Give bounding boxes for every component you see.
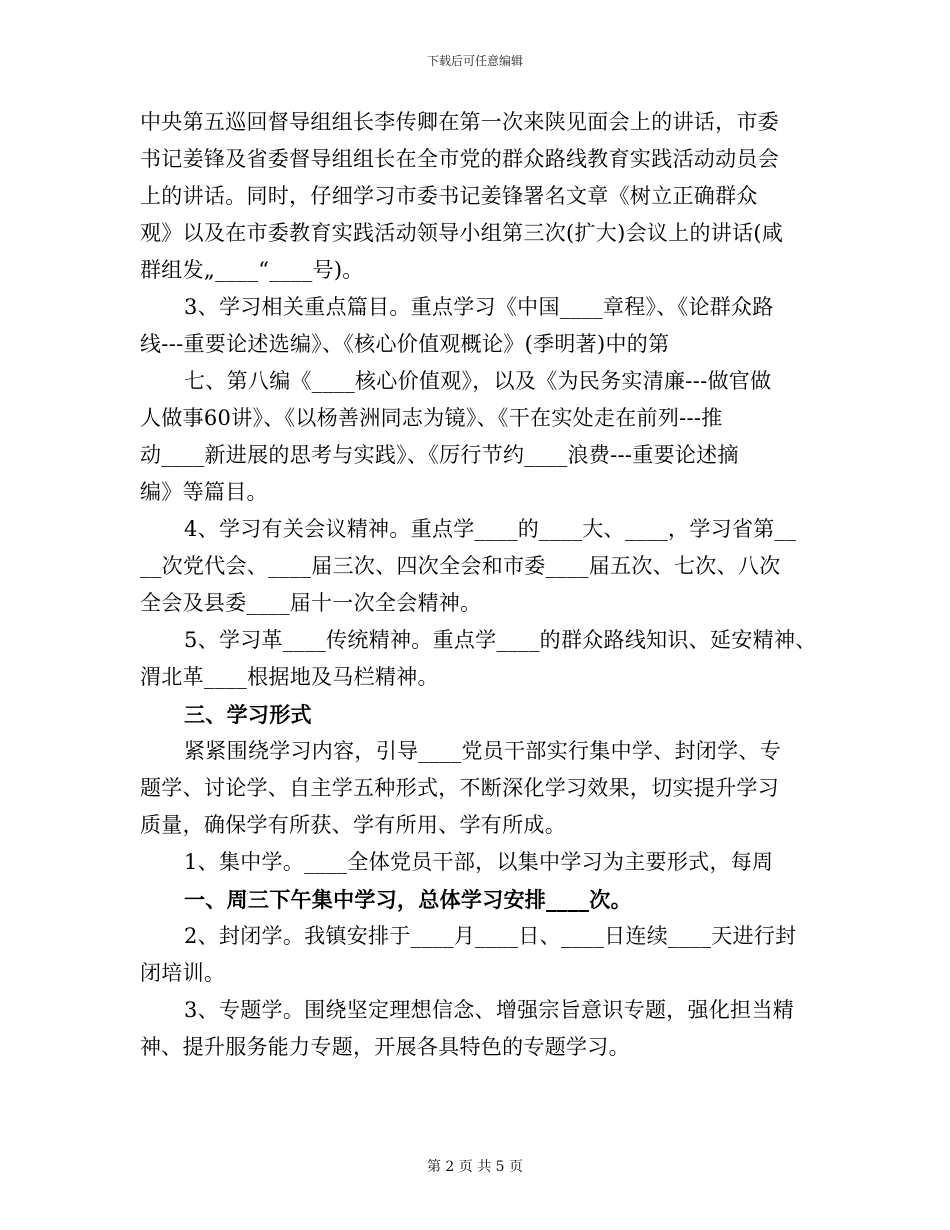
paragraph-line: 神、提升服务能力专题，开展各具特色的专题学习。 bbox=[140, 1035, 630, 1059]
paragraph-line: 闭培训。 bbox=[140, 961, 226, 985]
paragraph-line: 2、封闭学。我镇安排于____月____日、____日连续____天进行封 bbox=[184, 924, 797, 948]
paragraph-line: 紧紧围绕学习内容，引导____党员干部实行集中学、封闭学、专 bbox=[184, 739, 781, 763]
paragraph-line: 质量，确保学有所获、学有所用、学有所成。 bbox=[140, 813, 566, 837]
paragraph-line: 1、集中学。____全体党员干部，以集中学习为主要形式，每周 bbox=[184, 850, 774, 874]
paragraph-line: 编》等篇目。 bbox=[140, 480, 268, 504]
paragraph-line: 七、第八编《____核心价值观》，以及《为民务实清廉---做官做 bbox=[184, 369, 772, 393]
paragraph-line: 中央第五巡回督导组组长李传卿在第一次来陕见面会上的讲话，市委 bbox=[140, 110, 779, 134]
paragraph-line: 渭北革____根据地及马栏精神。 bbox=[140, 665, 439, 689]
paragraph-line: 3、学习相关重点篇目。重点学习《中国____章程》、《论群众路 bbox=[184, 295, 774, 319]
paragraph-line: 5、学习革____传统精神。重点学____的群众路线知识、延安精神、 bbox=[184, 628, 817, 652]
paragraph-line: 书记姜锋及省委督导组组长在全市党的群众路线教育实践活动动员会 bbox=[140, 147, 779, 171]
paragraph-line: 3、专题学。围绕坚定理想信念、增强宗旨意识专题，强化担当精 bbox=[184, 998, 795, 1022]
document-body bbox=[140, 104, 820, 1066]
paragraph-line: 观》以及在市委教育实践活动领导小组第三次(扩大)会议上的讲话(咸 bbox=[140, 221, 784, 245]
paragraph-line: 题学、讨论学、自主学五种形式，不断深化学习效果，切实提升学习 bbox=[140, 776, 779, 800]
paragraph-line: 线---重要论述选编》、《核心价值观概论》(季明著)中的第 bbox=[140, 332, 670, 356]
page-footer: 第 2 页 共 5 页 bbox=[426, 1159, 524, 1175]
section-heading-line: 三、学习形式 bbox=[184, 702, 312, 727]
paragraph-line: 4、学习有关会议精神。重点学____的____大、____，学习省第__ bbox=[184, 517, 797, 541]
paragraph-line: 群组发„____“____号)。 bbox=[140, 258, 364, 282]
paragraph-line: 动____新进展的思考与实践》、《厉行节约____浪费---重要论述摘 bbox=[140, 443, 739, 467]
page-header: 下载后可任意编辑 bbox=[426, 54, 523, 68]
paragraph-line: 人做事60讲》、《以杨善洲同志为镜》、《干在实处走在前列---推 bbox=[140, 406, 723, 430]
paragraph-line: __次党代会、____届三次、四次全会和市委____届五次、七次、八次 bbox=[140, 554, 781, 578]
paragraph-line: 全会及县委____届十一次全会精神。 bbox=[140, 591, 482, 615]
paragraph-line: 上的讲话。同时，仔细学习市委书记姜锋署名文章《树立正确群众 bbox=[140, 184, 758, 208]
section-heading-line: 一、周三下午集中学习，总体学习安排____次。 bbox=[184, 887, 632, 912]
